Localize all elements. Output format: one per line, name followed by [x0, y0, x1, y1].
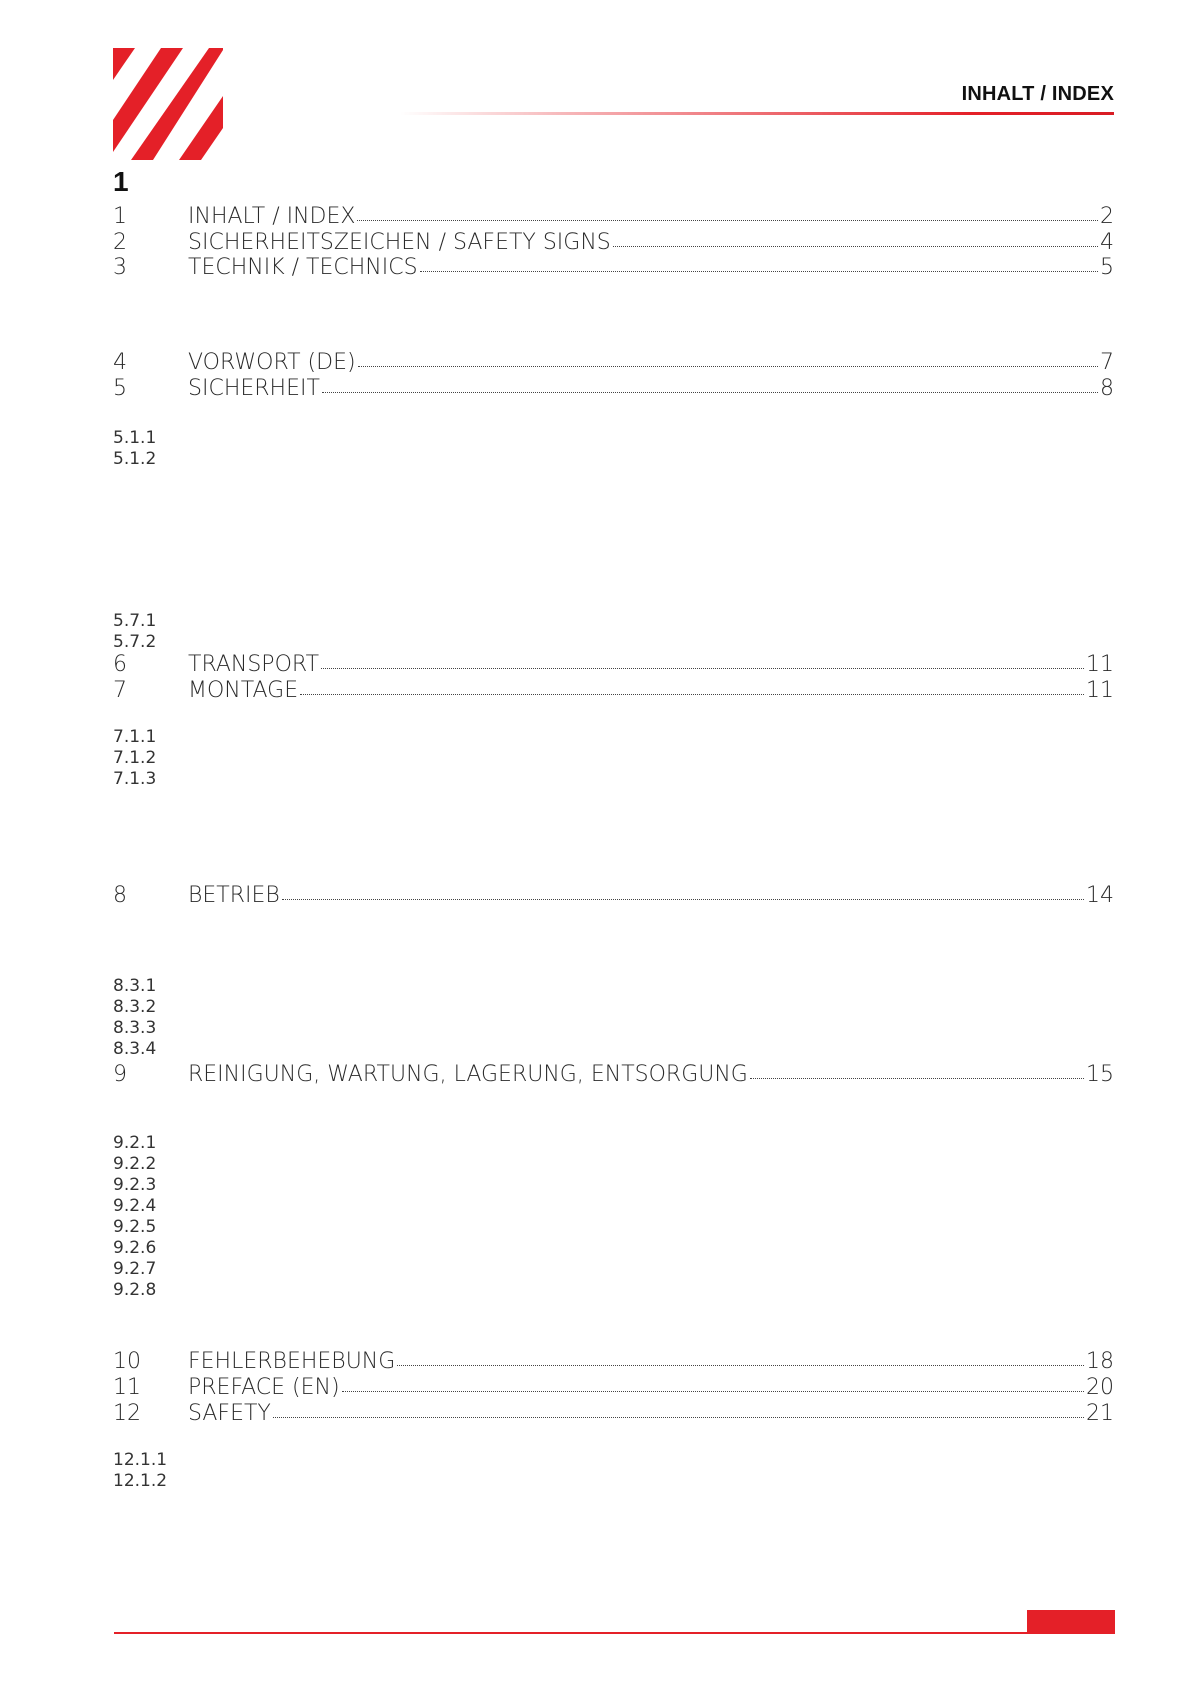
toc-entry-page: 11 — [1086, 678, 1114, 703]
toc-entry-title: SICHERHEIT — [188, 376, 320, 401]
dot-leader — [300, 693, 1084, 695]
dot-leader — [420, 270, 1098, 272]
toc-subsection-number[interactable]: 5.1.1 — [113, 428, 157, 448]
toc-entry-number: 3 — [113, 255, 127, 280]
page-header-title: INHALT / INDEX — [961, 83, 1114, 105]
toc-subsection-number[interactable]: 5.7.1 — [113, 611, 157, 631]
toc-entry[interactable] — [113, 1375, 1114, 1401]
toc-entry-page: 5 — [1100, 255, 1114, 280]
toc-entry[interactable] — [113, 652, 1114, 678]
toc-subsection-number[interactable]: 12.1.1 — [113, 1450, 168, 1470]
toc-entry-page: 14 — [1086, 883, 1114, 908]
toc-entry-number: 9 — [113, 1062, 127, 1087]
toc-subsection-number[interactable]: 9.2.6 — [113, 1238, 157, 1258]
toc-entry-title: INHALT / INDEX — [188, 204, 356, 229]
toc-entry-page: 18 — [1086, 1349, 1114, 1374]
toc-entry[interactable] — [113, 1062, 1114, 1088]
toc-entry-number: 2 — [113, 230, 127, 255]
toc-entry-page: 7 — [1100, 350, 1114, 375]
toc-entry-title: TRANSPORT — [188, 652, 320, 677]
toc-entry-number: 4 — [113, 350, 127, 375]
toc-subsection-number[interactable]: 9.2.8 — [113, 1280, 157, 1300]
dot-leader — [321, 667, 1084, 669]
dot-leader — [613, 245, 1098, 247]
toc-entry-title: REINIGUNG, WARTUNG, LAGERUNG, ENTSORGUNG — [188, 1062, 748, 1087]
dot-leader — [273, 1416, 1084, 1418]
toc-entry[interactable] — [113, 230, 1114, 256]
toc-subsection-number[interactable]: 5.1.2 — [113, 449, 157, 469]
toc-entry-page: 4 — [1100, 230, 1114, 255]
toc-entry[interactable] — [113, 678, 1114, 704]
toc-entry[interactable] — [113, 883, 1114, 909]
toc-entry-number: 1 — [113, 204, 127, 229]
dot-leader — [357, 219, 1098, 221]
toc-entry[interactable] — [113, 204, 1114, 230]
toc-entry-title: FEHLERBEHEBUNG — [188, 1349, 396, 1374]
dot-leader — [322, 391, 1098, 393]
toc-subsection-number[interactable]: 9.2.4 — [113, 1196, 157, 1216]
dot-leader — [358, 365, 1098, 367]
dot-leader — [282, 898, 1084, 900]
toc-entry-page: 15 — [1086, 1062, 1114, 1087]
toc-entry[interactable] — [113, 1401, 1114, 1427]
chapter-number: 1 — [113, 166, 129, 197]
toc-entry-title: VORWORT (DE) — [188, 350, 356, 375]
dot-leader — [750, 1077, 1084, 1079]
dot-leader — [397, 1364, 1084, 1366]
toc-entry-number: 11 — [113, 1375, 141, 1400]
toc-entry-title: MONTAGE — [188, 678, 299, 703]
toc-entry-page: 2 — [1100, 204, 1114, 229]
toc-subsection-number[interactable]: 7.1.1 — [113, 727, 157, 747]
toc-entry[interactable] — [113, 376, 1114, 402]
table-of-contents — [113, 0, 1114, 1684]
toc-entry-title: TECHNIK / TECHNICS — [188, 255, 418, 280]
toc-entry-title: BETRIEB — [188, 883, 280, 908]
toc-subsection-number[interactable]: 8.3.2 — [113, 997, 157, 1017]
toc-entry-title: SAFETY — [188, 1401, 271, 1426]
toc-entry-title: PREFACE (EN) — [188, 1375, 340, 1400]
toc-entry-number: 7 — [113, 678, 127, 703]
toc-entry[interactable] — [113, 350, 1114, 376]
toc-entry-page: 11 — [1086, 652, 1114, 677]
toc-entry-page: 8 — [1100, 376, 1114, 401]
toc-entry-page: 21 — [1086, 1401, 1114, 1426]
toc-subsection-number[interactable]: 8.3.4 — [113, 1039, 157, 1059]
toc-subsection-number[interactable]: 8.3.3 — [113, 1018, 157, 1038]
dot-leader — [342, 1390, 1084, 1392]
toc-entry-number: 8 — [113, 883, 127, 908]
toc-entry-title: SICHERHEITSZEICHEN / SAFETY SIGNS — [188, 230, 611, 255]
toc-subsection-number[interactable]: 5.7.2 — [113, 632, 157, 652]
toc-subsection-number[interactable]: 8.3.1 — [113, 976, 157, 996]
footer-page-number — [1027, 1610, 1115, 1634]
toc-subsection-number[interactable]: 9.2.7 — [113, 1259, 157, 1279]
toc-subsection-number[interactable]: 7.1.2 — [113, 748, 157, 768]
toc-entry-page: 20 — [1086, 1375, 1114, 1400]
toc-entry-number: 6 — [113, 652, 127, 677]
toc-entry-number: 12 — [113, 1401, 141, 1426]
toc-subsection-number[interactable]: 12.1.2 — [113, 1471, 168, 1491]
toc-entry-number: 5 — [113, 376, 127, 401]
toc-entry[interactable] — [113, 255, 1114, 281]
toc-subsection-number[interactable]: 7.1.3 — [113, 769, 157, 789]
toc-subsection-number[interactable]: 9.2.2 — [113, 1154, 157, 1174]
toc-subsection-number[interactable]: 9.2.1 — [113, 1133, 157, 1153]
toc-entry-number: 10 — [113, 1349, 141, 1374]
toc-subsection-number[interactable]: 9.2.5 — [113, 1217, 157, 1237]
toc-entry[interactable] — [113, 1349, 1114, 1375]
footer-rule — [114, 1632, 1028, 1634]
toc-subsection-number[interactable]: 9.2.3 — [113, 1175, 157, 1195]
